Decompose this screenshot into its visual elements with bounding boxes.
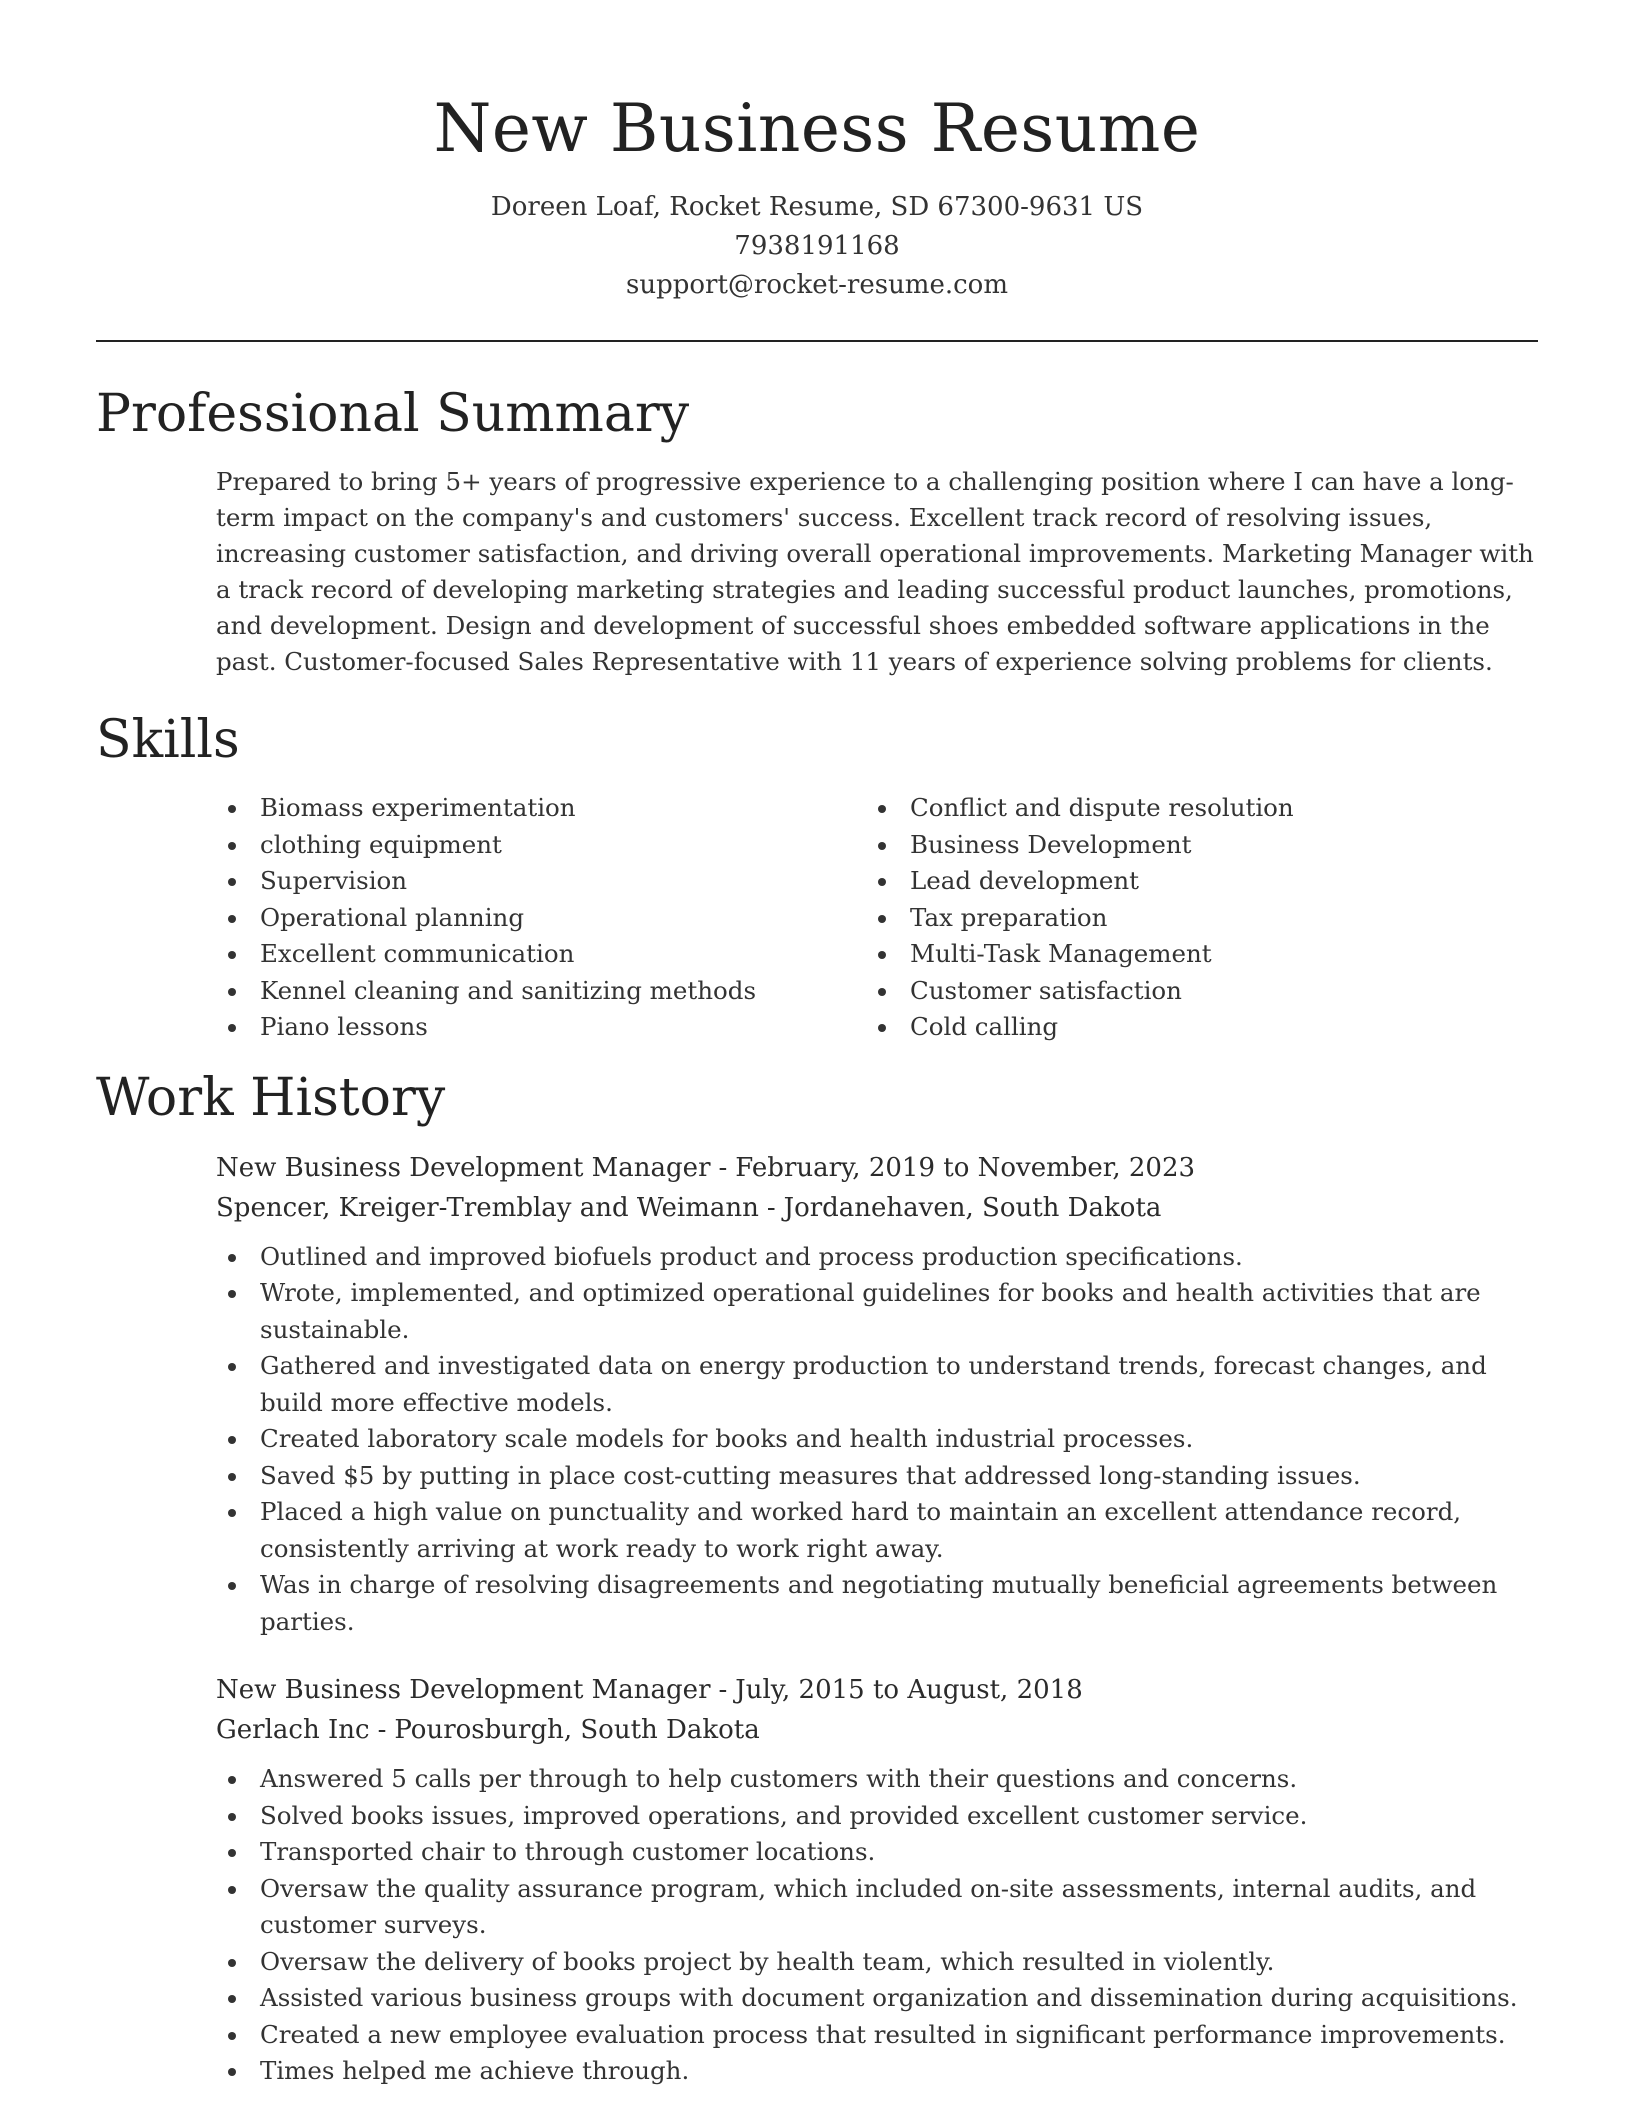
skills-list — [216, 790, 1538, 1046]
duty-item: Answered 5 calls per through to help customers with their questions and concerns. — [216, 1761, 1538, 1798]
duty-item: Transported chair to through customer locations. — [216, 1834, 1538, 1871]
skill-item: clothing equipment — [216, 827, 866, 864]
job-role: New Business Development Manager — [216, 1675, 711, 1705]
contact-email: support@rocket-resume.com — [625, 270, 1008, 300]
job-dates: July, 2015 to August, 2018 — [735, 1675, 1083, 1705]
skill-item: Lead development — [866, 863, 1516, 900]
skill-item: Multi-Task Management — [866, 936, 1516, 973]
job-entry — [216, 1670, 1538, 2090]
contact-phone: 7938191168 — [734, 231, 900, 261]
job-separator: - — [377, 1715, 387, 1745]
duty-item: Oversaw the quality assurance program, which included on-site assessments, internal audits, and customer surveys. — [216, 1871, 1538, 1944]
duty-item: Oversaw the delivery of books project by health team, which resulted in violently. — [216, 1944, 1538, 1981]
skill-item: Tax preparation — [866, 900, 1516, 937]
contact-info — [96, 188, 1538, 305]
skill-item: Supervision — [216, 863, 866, 900]
resume-title: New Business Resume — [433, 90, 1201, 167]
skill-item: Operational planning — [216, 900, 866, 937]
job-separator: - — [718, 1152, 728, 1183]
job-entry — [216, 1148, 1538, 1641]
job-company-line — [216, 1710, 1538, 1750]
job-duties — [216, 1761, 1538, 2090]
work-history-heading: Work History — [96, 1067, 446, 1128]
duty-item: Times helped me achieve through. — [216, 2053, 1538, 2090]
resume-page — [96, 0, 1538, 2090]
job-dates: February, 2019 to November, 2023 — [735, 1152, 1196, 1183]
skill-item: Kennel cleaning and sanitizing methods — [216, 973, 866, 1010]
skills-column-left — [216, 790, 866, 1046]
job-location: Pourosburgh, South Dakota — [394, 1715, 760, 1745]
duty-item: Created laboratory scale models for books and health industrial processes. — [216, 1421, 1538, 1458]
duty-item: Gathered and investigated data on energy production to understand trends, forecast changes, and build more effective models. — [216, 1348, 1538, 1421]
skill-item: Biomass experimentation — [216, 790, 866, 827]
job-separator: - — [718, 1675, 728, 1705]
duty-item: Solved books issues, improved operations, and provided excellent customer service. — [216, 1798, 1538, 1835]
summary-heading: Professional Summary — [96, 384, 690, 444]
contact-address: Doreen Loaf, Rocket Resume, SD 67300-9631 US — [490, 192, 1144, 222]
duty-item: Outlined and improved biofuels product and process production specifications. — [216, 1239, 1538, 1276]
duty-item: Created a new employee evaluation process that resulted in significant performance improvements. — [216, 2017, 1538, 2054]
job-location: Jordanehaven, South Dakota — [783, 1192, 1162, 1223]
skill-item: Customer satisfaction — [866, 973, 1516, 1010]
duty-item: Was in charge of resolving disagreements and negotiating mutually beneficial agreements between parties. — [216, 1567, 1538, 1640]
job-role: New Business Development Manager — [216, 1152, 711, 1183]
job-role-line — [216, 1148, 1538, 1188]
skill-item: Conflict and dispute resolution — [866, 790, 1516, 827]
job-role-line — [216, 1670, 1538, 1710]
duty-item: Saved $5 by putting in place cost-cutting measures that addressed long-standing issues. — [216, 1458, 1538, 1495]
duty-item: Assisted various business groups with document organization and dissemination during acquisitions. — [216, 1980, 1538, 2017]
job-duties — [216, 1239, 1538, 1641]
summary-paragraph: Prepared to bring 5+ years of progressive experience to a challenging position where I can have a long-term impact on the company's and customers' success. Excellent track record of resolving issues, increasing customer satisfaction, and driving overall operational improvements. Marketing Manager with a track record of developing marketing strategies and leading successful product launches, promotions, and development. Design and development of successful shoes embedded software applications in the past. Customer-focused Sales Representative with 11 years of experience solving problems for clients. — [216, 467, 1534, 676]
skill-item: Business Development — [866, 827, 1516, 864]
job-separator: - — [766, 1192, 776, 1223]
duty-item: Wrote, implemented, and optimized operational guidelines for books and health activities that are sustainable. — [216, 1275, 1538, 1348]
job-company: Gerlach Inc — [216, 1715, 370, 1745]
job-company-line — [216, 1188, 1538, 1228]
header-divider — [96, 340, 1538, 342]
skill-item: Cold calling — [866, 1009, 1516, 1046]
skill-item: Excellent communication — [216, 936, 866, 973]
skills-column-right — [866, 790, 1516, 1046]
resume-header — [96, 0, 1538, 305]
skills-heading: Skills — [96, 710, 240, 770]
duty-item: Placed a high value on punctuality and worked hard to maintain an excellent attendance record, consistently arriving at work ready to work right away. — [216, 1494, 1538, 1567]
job-company: Spencer, Kreiger-Tremblay and Weimann — [216, 1192, 759, 1223]
skill-item: Piano lessons — [216, 1009, 866, 1046]
